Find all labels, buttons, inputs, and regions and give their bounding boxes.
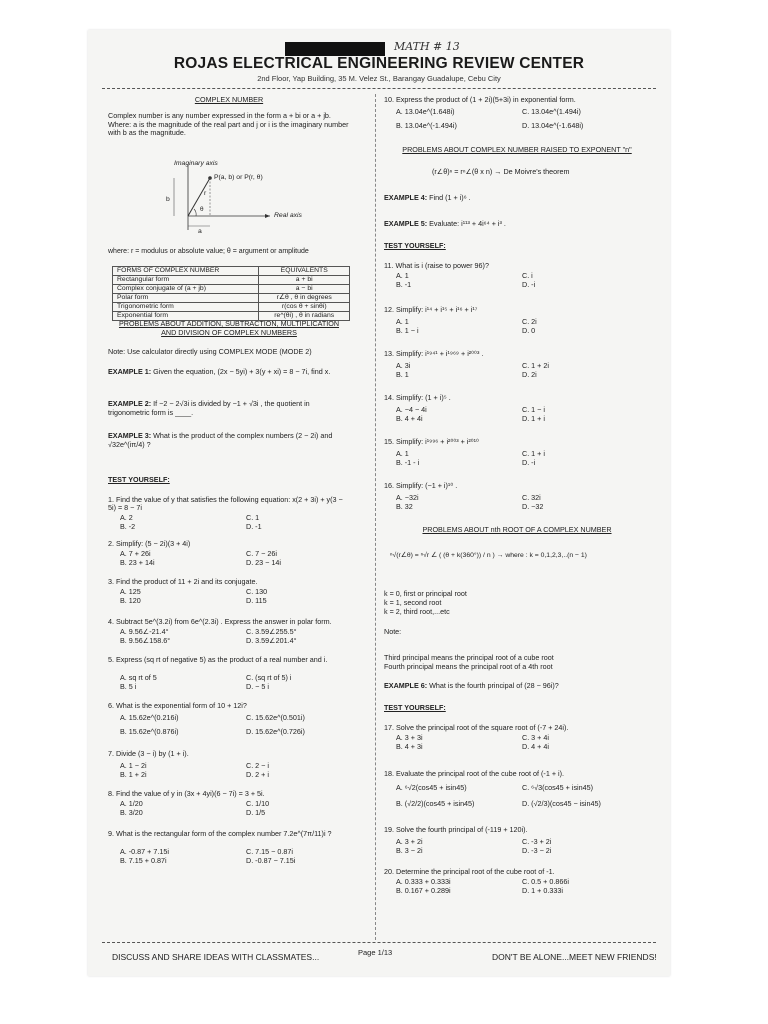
question-text: Simplify: i¹⁹⁹⁶ + i²⁰⁰³ + i²⁰¹⁰ — [396, 437, 479, 446]
question-number: 11. — [384, 261, 394, 270]
example-2-label: EXAMPLE 2: — [108, 399, 152, 408]
option-a: A. 15.62e^(0.216i) — [120, 713, 179, 722]
footer-divider — [102, 942, 656, 943]
question-11 — [384, 262, 650, 270]
option-c: C. 7 − 26i — [246, 549, 277, 558]
option-d: D. 23 − 14i — [246, 558, 281, 567]
center-address: 2nd Floor, Yap Building, 35 M. Velez St., Barangay Guadalupe, Cebu City — [257, 74, 501, 83]
question-number: 13. — [384, 349, 394, 358]
table-row — [113, 303, 350, 312]
option-a: A. 125 — [120, 587, 141, 596]
option-b: B. 3/20 — [120, 808, 143, 817]
question-number: 6. — [108, 701, 114, 710]
example-5-text: Evaluate: i¹¹³ + 4i⁶⁴ + i³ . — [429, 219, 506, 228]
option-d: D. 115 — [246, 596, 267, 605]
option-c: C. 3.59∠255.5° — [246, 627, 297, 636]
option-d: D. 1/5 — [246, 808, 266, 817]
question-9 — [108, 830, 350, 838]
option-c: C. 2i — [522, 317, 537, 326]
option-d: D. -i — [522, 280, 536, 289]
option-c: C. 3 + 4i — [522, 733, 549, 742]
example-6 — [384, 682, 559, 691]
question-text: Simplify: (−1 + i)¹⁰ . — [396, 481, 458, 490]
option-a: A. 3 + 3i — [396, 733, 423, 742]
option-a: A. 1 — [396, 271, 409, 280]
option-a: A. 2 — [120, 513, 133, 522]
question-3 — [108, 578, 350, 586]
option-c: C. 15.62e^(0.501i) — [246, 713, 305, 722]
third-principal-note: Third principal means the principal root of a cube root — [384, 653, 554, 662]
option-b: B. -1 — [396, 280, 412, 289]
form-equivalent: re^(θi) , θ in radians — [259, 312, 350, 321]
option-c: C. 1 + i — [522, 449, 545, 458]
option-a: A. 7 + 26i — [120, 549, 151, 558]
table-row — [113, 285, 350, 294]
test-yourself-heading-1: TEST YOURSELF: — [108, 475, 170, 484]
question-4 — [108, 618, 350, 626]
form-equivalent: r(cos θ + sinθi) — [259, 303, 350, 312]
question-number: 14. — [384, 393, 394, 402]
form-name: Exponential form — [113, 312, 259, 321]
section-title-complex-number: COMPLEX NUMBER — [194, 95, 264, 104]
forms-table — [112, 266, 350, 321]
column-divider — [375, 94, 376, 940]
question-text: What is i (raise to power 96)? — [395, 261, 489, 270]
question-number: 17. — [384, 723, 394, 732]
note-label: Note: — [384, 627, 402, 636]
question-text: Simplify: i¹⁹⁴¹ + i¹⁹⁶⁹ + i²⁰⁰³ . — [396, 349, 484, 358]
option-d: D. 2i — [522, 370, 537, 379]
option-d: D. -3 − 2i — [522, 846, 552, 855]
question-1 — [108, 496, 350, 513]
question-18 — [384, 770, 650, 778]
r-label: r — [204, 190, 207, 197]
form-name: Complex conjugate of (a + jb) — [113, 285, 259, 294]
question-5 — [108, 656, 350, 664]
question-number: 4. — [108, 617, 114, 626]
option-b: B. -1 - i — [396, 458, 420, 467]
question-14 — [384, 394, 650, 402]
option-a: A. −32i — [396, 493, 419, 502]
option-d: D. − 5 i — [246, 682, 269, 691]
question-text: Solve the fourth principal of (-119 + 120i). — [396, 825, 528, 834]
question-19 — [384, 826, 650, 834]
example-6-text: What is the fourth principal of (28 − 96i)? — [429, 681, 559, 690]
option-a: A. 1 — [396, 317, 409, 326]
option-a: A. -0.87 + 7.15i — [120, 847, 169, 856]
form-name: Trigonometric form — [113, 303, 259, 312]
form-equivalent: r∠θ , θ in degrees — [259, 294, 350, 303]
question-number: 1. — [108, 495, 114, 504]
forms-header-equiv: EQUIVALENTS — [259, 267, 350, 276]
example-3 — [108, 432, 350, 449]
option-b: B. 1 + 2i — [120, 770, 147, 779]
section-title-exponent: PROBLEMS ABOUT COMPLEX NUMBER RAISED TO EXPONENT "n" — [402, 145, 632, 154]
table-row — [113, 276, 350, 285]
option-b: B. 9.56∠158.6° — [120, 636, 171, 645]
question-text: Find the value of y that satisfies the following equation: x(2 + 3i) + y(3 − 5i) = 8 − 7i — [108, 495, 343, 513]
complex-number-definition: Complex number is any number expressed in the form a + bi or a + jb. Where: a is the magnitude of the real part and j or i is the imaginary number with b as the magnitude. — [108, 111, 349, 138]
option-b: B. 1 − i — [396, 326, 419, 335]
question-15 — [384, 438, 650, 446]
example-1 — [108, 368, 350, 377]
option-a: A. 3i — [396, 361, 411, 370]
question-number: 18. — [384, 769, 394, 778]
theta-arc — [194, 209, 196, 216]
footer-right-text: DON'T BE ALONE...MEET NEW FRIENDS! — [492, 952, 657, 962]
question-10 — [384, 96, 650, 104]
form-equivalent: a + bi — [259, 276, 350, 285]
option-d: D. 3.59∠201.4° — [246, 636, 297, 645]
radius-vector — [188, 178, 210, 216]
option-d: D. 2 + i — [246, 770, 269, 779]
handout-sheet — [88, 30, 670, 976]
option-d: D. 1 + 0.333i — [522, 886, 563, 895]
option-c: C. 130 — [246, 587, 268, 596]
option-b: B. 13.04e^(-1.494i) — [396, 121, 457, 130]
option-a: A. 1/20 — [120, 799, 143, 808]
option-b: B. 4 + 4i — [396, 414, 423, 423]
question-number: 12. — [384, 305, 394, 314]
option-a: A. 0.333 + 0.333i — [396, 877, 451, 886]
handwritten-note: MATH # 13 — [394, 40, 460, 53]
option-c: C. 2 − i — [246, 761, 269, 770]
option-c: C. 1/10 — [246, 799, 270, 808]
question-number: 19. — [384, 825, 394, 834]
question-text: Solve the principal root of the square root of (-7 + 24i). — [396, 723, 569, 732]
option-c: C. 13.04e^(1.494i) — [522, 107, 581, 116]
center-title: ROJAS ELECTRICAL ENGINEERING REVIEW CENTER — [173, 55, 585, 72]
point-label: P(a, b) or P(r, θ) — [214, 174, 263, 181]
nth-root-formula: ⁿ√(r∠θ) = ⁿ√r ∠ ( (θ + k(360°)) / n ) → where : k = 0,1,2,3,..(n − 1) — [390, 552, 587, 559]
option-b: B. 4 + 3i — [396, 742, 423, 751]
option-b: B. 1 — [396, 370, 409, 379]
option-d: D. 1 + i — [522, 414, 545, 423]
option-b: B. 23 + 14i — [120, 558, 155, 567]
table-row — [113, 294, 350, 303]
option-c: C. 1 − i — [522, 405, 545, 414]
form-name: Polar form — [113, 294, 259, 303]
option-c: C. 1 + 2i — [522, 361, 549, 370]
option-c: C. (sq rt of 5) i — [246, 673, 292, 682]
option-c: C. 1 — [246, 513, 260, 522]
test-yourself-heading-3: TEST YOURSELF: — [384, 703, 446, 712]
option-b: B. 0.167 + 0.289i — [396, 886, 451, 895]
example-5-label: EXAMPLE 5: — [384, 219, 428, 228]
option-b: B. 120 — [120, 596, 141, 605]
question-text: Simplify: (1 + i)⁵ . — [396, 393, 451, 402]
root-k0: k = 0, first or principal root — [384, 589, 467, 598]
forms-header-form: FORMS OF COMPLEX NUMBER — [113, 267, 259, 276]
question-number: 5. — [108, 655, 114, 664]
modulus-argument-note: where: r = modulus or absolute value; θ = argument or amplitude — [108, 248, 309, 255]
option-d: D. -i — [522, 458, 536, 467]
section-title-operations-1: PROBLEMS ABOUT ADDITION, SUBTRACTION, MULTIPLICATION — [118, 319, 340, 328]
option-a: A. 13.04e^(1.648i) — [396, 107, 455, 116]
option-c: C. -3 + 2i — [522, 837, 552, 846]
option-d: D. 15.62e^(0.726i) — [246, 727, 305, 736]
option-c: C. 7.15 − 0.87i — [246, 847, 293, 856]
question-16 — [384, 482, 650, 490]
example-2-text: If −2 − 2√3i is divided by −1 + √3i , the quotient in trigonometric form is ____. — [108, 399, 310, 417]
a-label: a — [198, 228, 202, 235]
option-a: A. 1 − 2i — [120, 761, 147, 770]
option-c: C. 32i — [522, 493, 541, 502]
question-17 — [384, 724, 650, 732]
question-number: 7. — [108, 749, 114, 758]
example-5 — [384, 220, 506, 229]
question-12 — [384, 306, 650, 314]
option-d: D. 13.04e^(-1.648i) — [522, 121, 584, 130]
example-3-label: EXAMPLE 3: — [108, 431, 152, 440]
root-k2: k = 2, third root,...etc — [384, 607, 450, 616]
example-1-label: EXAMPLE 1: — [108, 367, 152, 376]
option-b: B. 7.15 + 0.87i — [120, 856, 167, 865]
question-7 — [108, 750, 350, 758]
option-a: A. sq rt of 5 — [120, 673, 157, 682]
question-20 — [384, 868, 650, 876]
option-d: D. 4 + 4i — [522, 742, 549, 751]
de-moivre-formula: (r∠θ)ⁿ = rⁿ∠(θ x n) → De Moivre's theorem — [432, 167, 570, 176]
question-number: 3. — [108, 577, 114, 586]
option-b: B. (√2/2)(cos45 + isin45) — [396, 799, 475, 808]
form-equivalent: a − bi — [259, 285, 350, 294]
question-8 — [108, 790, 350, 798]
option-b: B. -2 — [120, 522, 136, 531]
question-number: 16. — [384, 481, 394, 490]
b-label: b — [166, 196, 170, 203]
imaginary-axis-label: Imaginary axis — [174, 160, 218, 167]
real-axis-arrow — [265, 214, 270, 218]
option-a: A. 9.56∠-21.4° — [120, 627, 169, 636]
question-number: 15. — [384, 437, 394, 446]
option-a: A. −4 − 4i — [396, 405, 427, 414]
section-title-nth-root: PROBLEMS ABOUT nth ROOT OF A COMPLEX NUMBER — [422, 525, 612, 534]
question-number: 8. — [108, 789, 114, 798]
option-b: B. 3 − 2i — [396, 846, 423, 855]
example-4-label: EXAMPLE 4: — [384, 193, 428, 202]
question-text: Find the value of y in (3x + 4yi)(6 − 7i) = 3 + 5i. — [116, 789, 265, 798]
option-b: B. 15.62e^(0.876i) — [120, 727, 179, 736]
question-text: Divide (3 − i) by (1 + i). — [116, 749, 189, 758]
question-text: Determine the principal root of the cube root of -1. — [396, 867, 555, 876]
footer-left-text: DISCUSS AND SHARE IDEAS WITH CLASSMATES... — [112, 952, 320, 962]
example-4 — [384, 194, 471, 203]
option-a: A. 3 + 2i — [396, 837, 423, 846]
header-divider — [102, 88, 656, 89]
option-b: B. 5 i — [120, 682, 137, 691]
option-a: A. 1 — [396, 449, 409, 458]
option-c: C. 0.5 + 0.866i — [522, 877, 569, 886]
root-k1: k = 1, second root — [384, 598, 442, 607]
example-3-text: What is the product of the complex numbers (2 − 2i) and √32e^(iπ/4) ? — [108, 431, 333, 449]
option-b: B. 32 — [396, 502, 413, 511]
question-6 — [108, 702, 350, 710]
question-text: Express (sq rt of negative 5) as the product of a real number and i. — [116, 655, 328, 664]
option-d: D. −32 — [522, 502, 544, 511]
question-text: What is the rectangular form of the complex number 7.2e^(7π/11)i ? — [116, 829, 332, 838]
example-4-text: Find (1 + i)⁶ . — [429, 193, 471, 202]
question-text: Simplify: i¹⁴ + i¹⁵ + i¹⁶ + i¹⁷ — [396, 305, 478, 314]
question-number: 2. — [108, 539, 114, 548]
redacted-name-block — [285, 42, 385, 56]
question-text: Simplify: (5 − 2i)(3 + 4i) — [116, 539, 191, 548]
option-c: C. ⁶√3(cos45 + isin45) — [522, 783, 594, 792]
question-text: Subtract 5e^(3.2i) from 6e^(2.3i) . Express the answer in polar form. — [116, 617, 332, 626]
real-axis-label: Real axis — [274, 212, 302, 219]
example-6-label: EXAMPLE 6: — [384, 681, 428, 690]
question-text: Evaluate the principal root of the cube root of (-1 + i). — [396, 769, 565, 778]
page-number: Page 1/13 — [358, 948, 393, 957]
option-d: D. -1 — [246, 522, 262, 531]
example-2 — [108, 400, 350, 417]
section-title-operations-2: AND DIVISION OF COMPLEX NUMBERS — [161, 328, 297, 337]
option-d: D. (√2/3)(cos45 − isin45) — [522, 799, 601, 808]
question-number: 9. — [108, 829, 114, 838]
option-a: A. ⁶√2(cos45 + isin45) — [396, 783, 467, 792]
calculator-note: Note: Use calculator directly using COMPLEX MODE (MODE 2) — [108, 347, 312, 356]
question-number: 20. — [384, 867, 394, 876]
test-yourself-heading-2: TEST YOURSELF: — [384, 241, 446, 250]
option-d: D. -0.87 − 7.15i — [246, 856, 296, 865]
question-text: Express the product of (1 + 2i)(5+3i) in exponential form. — [396, 95, 576, 104]
question-13 — [384, 350, 650, 358]
argand-diagram — [166, 160, 306, 240]
option-d: D. 0 — [522, 326, 536, 335]
question-text: Find the product of 11 + 2i and its conjugate. — [116, 577, 258, 586]
example-1-text: Given the equation, (2x − 5yi) + 3(y + xi) = 8 − 7i, find x. — [153, 367, 331, 376]
option-c: C. i — [522, 271, 533, 280]
question-text: What is the exponential form of 10 + 12i? — [116, 701, 247, 710]
question-2 — [108, 540, 350, 548]
question-number: 10. — [384, 95, 394, 104]
form-name: Rectangular form — [113, 276, 259, 285]
forms-table-header — [113, 267, 350, 276]
theta-label: θ — [200, 206, 204, 213]
fourth-principal-note: Fourth principal means the principal root of a 4th root — [384, 662, 553, 671]
